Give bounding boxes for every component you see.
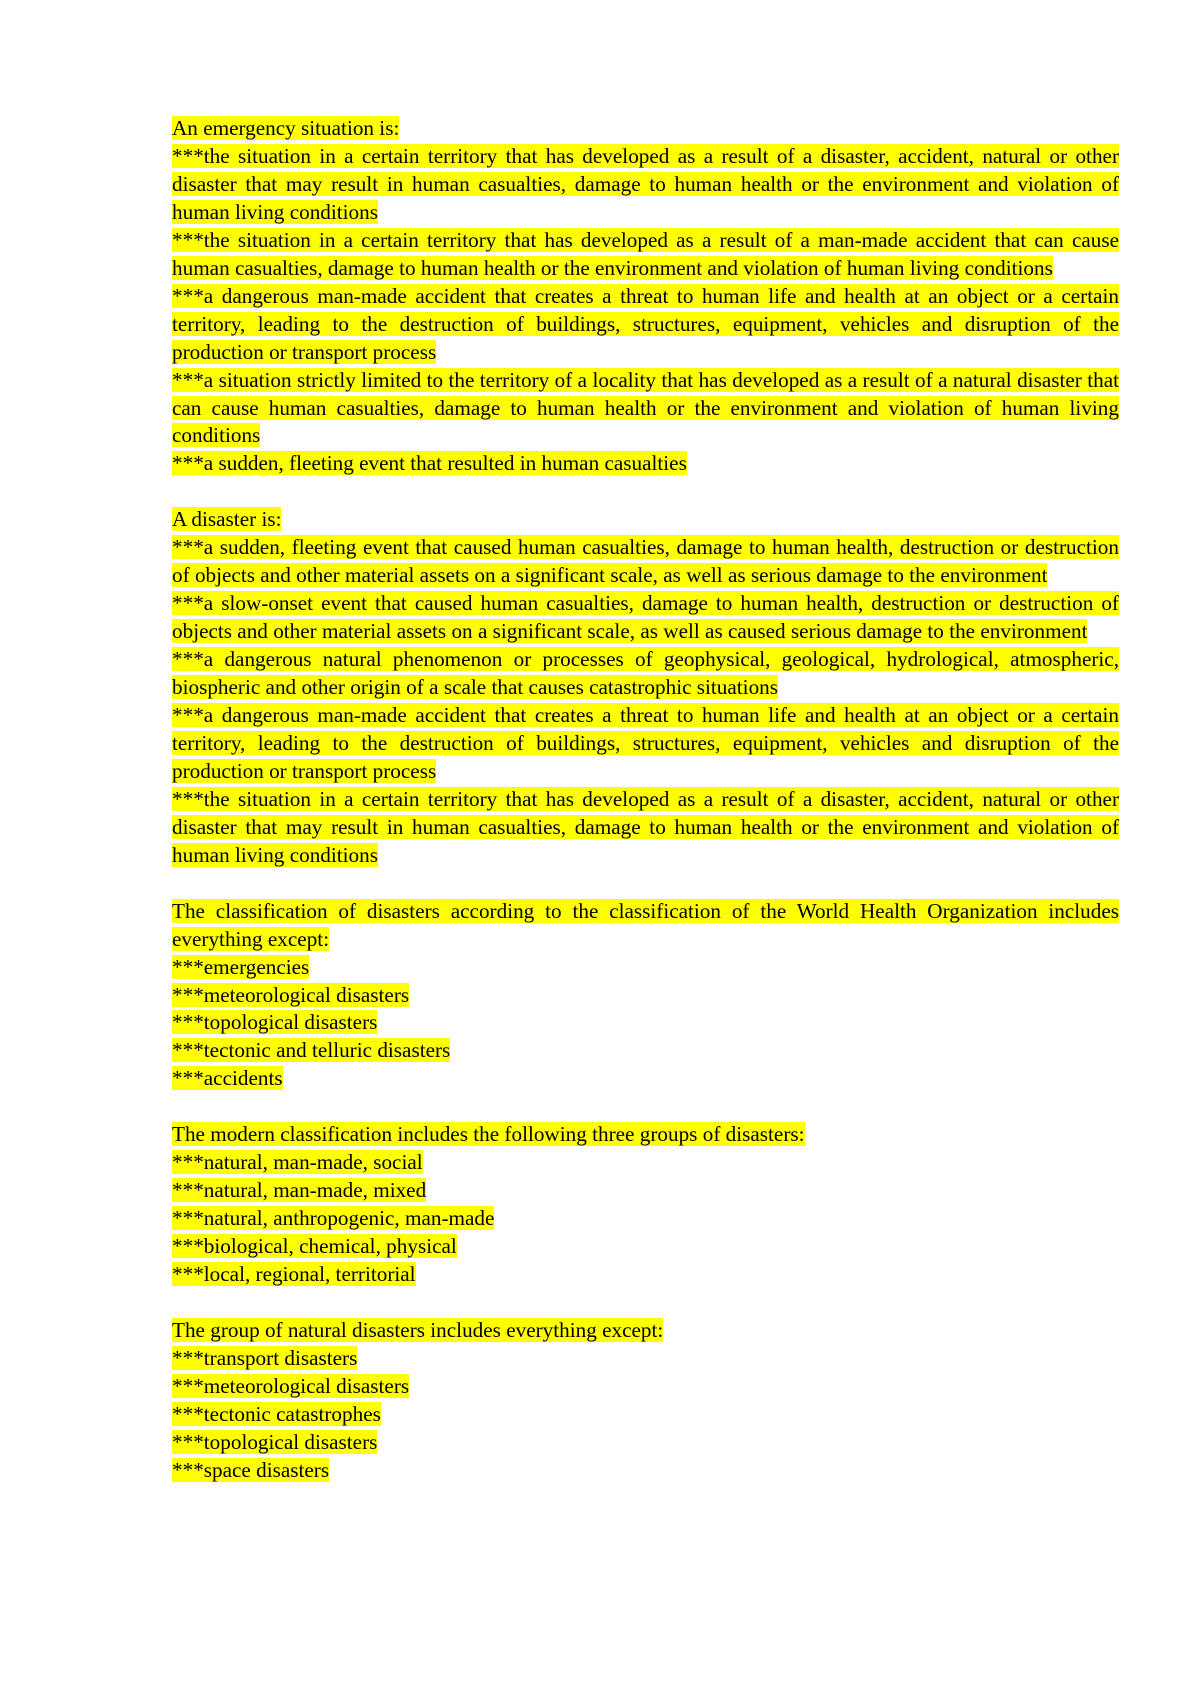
- answer-option: ***meteorological disasters: [172, 1373, 410, 1398]
- question-prompt: The modern classification includes the following three groups of disasters:: [172, 1122, 805, 1147]
- answer-option: ***a sudden, fleeting event that resulted in human casualties: [172, 451, 687, 476]
- answer-option: ***meteorological disasters: [172, 982, 410, 1007]
- question-prompt: An emergency situation is:: [172, 116, 400, 140]
- question-block: [172, 898, 1119, 1094]
- question-block: [172, 1121, 1119, 1289]
- answer-option: ***topological disasters: [172, 1010, 378, 1035]
- answer-option: ***a dangerous man-made accident that creates a threat to human life and health at an object or a certain territory, leading to the destruction of buildings, structures, equipment, vehicles and disruption of the production or transport process: [172, 283, 1119, 364]
- answer-option: ***the situation in a certain territory that has developed as a result of a man-made accident that can cause human casualties, damage to human health or the environment and violation of human living conditions: [172, 227, 1119, 280]
- answer-option: ***the situation in a certain territory that has developed as a result of a disaster, accident, natural or other disaster that may result in human casualties, damage to human health or the environment and violation of human living conditions: [172, 786, 1119, 867]
- answer-option: ***biological, chemical, physical: [172, 1234, 457, 1259]
- document-page: [172, 115, 1119, 1513]
- question-block: [172, 115, 1119, 478]
- answer-option: ***transport disasters: [172, 1345, 358, 1370]
- question-prompt: The classification of disasters according to the classification of the World Health Organization includes everything except:: [172, 898, 1119, 951]
- answer-option: ***a slow-onset event that caused human casualties, damage to human health, destruction or destruction of objects and other material assets on a significant scale, as well as caused serious damage to the environment: [172, 591, 1119, 644]
- answer-option: ***local, regional, territorial: [172, 1262, 416, 1287]
- answer-option: ***a sudden, fleeting event that caused human casualties, damage to human health, destruction or destruction of objects and other material assets on a significant scale, as well as serious damage to the environment: [172, 535, 1119, 588]
- answer-option: ***tectonic catastrophes: [172, 1401, 381, 1426]
- answer-option: ***natural, anthropogenic, man-made: [172, 1206, 495, 1231]
- question-block: [172, 1317, 1119, 1485]
- answer-option: ***a situation strictly limited to the territory of a locality that has developed as a result of a natural disaster that can cause human casualties, damage to human health or the environment and violation of human living conditions: [172, 367, 1119, 448]
- answer-option: ***natural, man-made, mixed: [172, 1178, 427, 1203]
- answer-option: ***topological disasters: [172, 1429, 378, 1454]
- question-prompt: A disaster is:: [172, 507, 282, 532]
- answer-option: ***tectonic and telluric disasters: [172, 1038, 451, 1063]
- answer-option: ***the situation in a certain territory that has developed as a result of a disaster, accident, natural or other disaster that may result in human casualties, damage to human health or the environment and violation of human living conditions: [172, 143, 1119, 224]
- answer-option: ***space disasters: [172, 1457, 330, 1482]
- answer-option: ***a dangerous man-made accident that creates a threat to human life and health at an object or a certain territory, leading to the destruction of buildings, structures, equipment, vehicles and disruption of the production or transport process: [172, 703, 1119, 783]
- question-prompt: The group of natural disasters includes everything except:: [172, 1317, 664, 1342]
- answer-option: ***emergencies: [172, 954, 310, 979]
- answer-option: ***natural, man-made, social: [172, 1150, 423, 1175]
- question-block: [172, 506, 1119, 869]
- answer-option: ***accidents: [172, 1066, 283, 1091]
- answer-option: ***a dangerous natural phenomenon or processes of geophysical, geological, hydrological, atmospheric, biospheric and other origin of a scale that causes catastrophic situations: [172, 647, 1119, 700]
